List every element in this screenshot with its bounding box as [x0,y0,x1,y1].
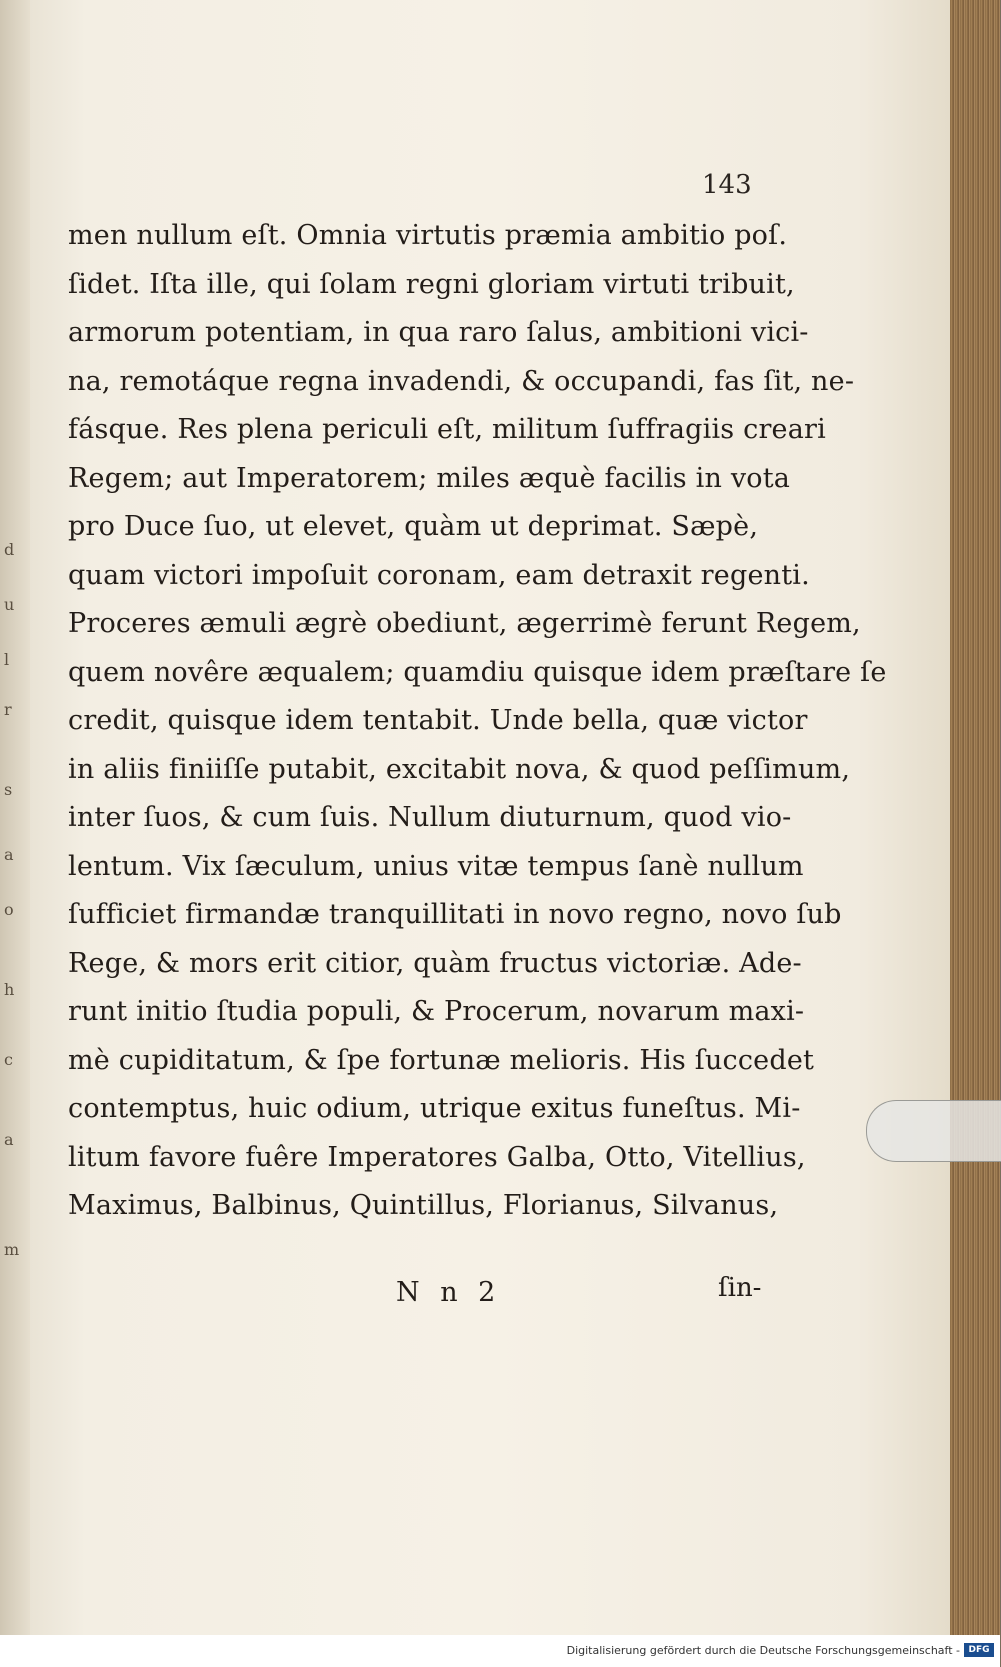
left-page-fragment: a [4,845,14,864]
text-line: credit, quisque idem tentabit. Unde bella, quæ victor [68,705,808,736]
text-line: ſufficiet firmandæ tranquillitati in novo regno, novo ſub [68,899,842,930]
text-line: Proceres æmuli ægrè obediunt, ægerrimè ferunt Regem, [68,608,861,639]
text-line: litum favore fuêre Imperatores Galba, Otto, Vitellius, [68,1141,806,1173]
text-line: na, remotáque regna invadendi, & occupandi, fas ſit, ne- [68,365,855,397]
left-page-fragment: c [4,1050,13,1069]
left-page-fragment: a [4,1130,14,1149]
text-line: quem novêre æqualem; quamdiu quisque idem præſtare ſe [68,656,887,688]
text-line: contemptus, huic odium, utrique exitus funeſtus. Mi- [68,1093,801,1124]
bookmark-strip [866,1100,1001,1162]
text-line: in aliis finiiſſe putabit, excitabit nova, & quod peſſimum, [68,753,851,785]
footer-credit: Digitalisierung gefördert durch die Deutsche Forschungsgemeinschaft - [566,1644,960,1657]
left-page-fragment: d [4,540,15,559]
dfg-logo: DFG [964,1643,994,1657]
left-page-fragment: r [4,700,12,719]
text-line: Maximus, Balbinus, Quintillus, Florianus, Silvanus, [68,1190,779,1221]
text-line: armorum potentiam, in qua raro ſalus, ambitioni vici- [68,317,809,348]
text-line: inter ſuos, & cum ſuis. Nullum diuturnum, quod vio- [68,802,792,833]
page-number: 143 [702,170,752,200]
catchword: ſin- [718,1273,762,1303]
text-line: men nullum eſt. Omnia virtutis præmia ambitio poſ. [68,220,788,251]
text-line: runt initio ſtudia populi, & Procerum, novarum maxi- [68,996,805,1027]
text-line: Regem; aut Imperatorem; miles æquè facilis in vota [68,462,791,494]
left-page-edge [0,0,30,1667]
text-line: quam victori impoſuit coronam, eam detraxit regenti. [68,559,810,591]
text-line: pro Duce ſuo, ut elevet, quàm ut deprimat. Sæpè, [68,511,759,542]
text-line: ſidet. Iſta ille, qui ſolam regni gloriam virtuti tribuit, [68,268,795,300]
left-page-fragment: h [4,980,15,999]
text-line: lentum. Vix ſæculum, unius vitæ tempus ſanè nullum [68,850,804,882]
signature-mark: N n 2 [396,1277,502,1308]
text-line: fásque. Res plena periculi eſt, militum ſuffragiis creari [68,414,826,445]
text-line: Rege, & mors erit citior, quàm fructus victoriæ. Ade- [68,947,802,979]
body-text [68,212,887,1231]
left-page-fragment: s [4,780,13,799]
left-page-fragment: o [4,900,14,919]
left-page-fragment: m [4,1240,20,1259]
page-block-edge [950,0,1000,1635]
left-page-fragment: u [4,595,15,614]
left-page-fragment: l [4,650,10,669]
text-line: mè cupiditatum, & ſpe fortunæ melioris. His ſuccedet [68,1044,815,1076]
